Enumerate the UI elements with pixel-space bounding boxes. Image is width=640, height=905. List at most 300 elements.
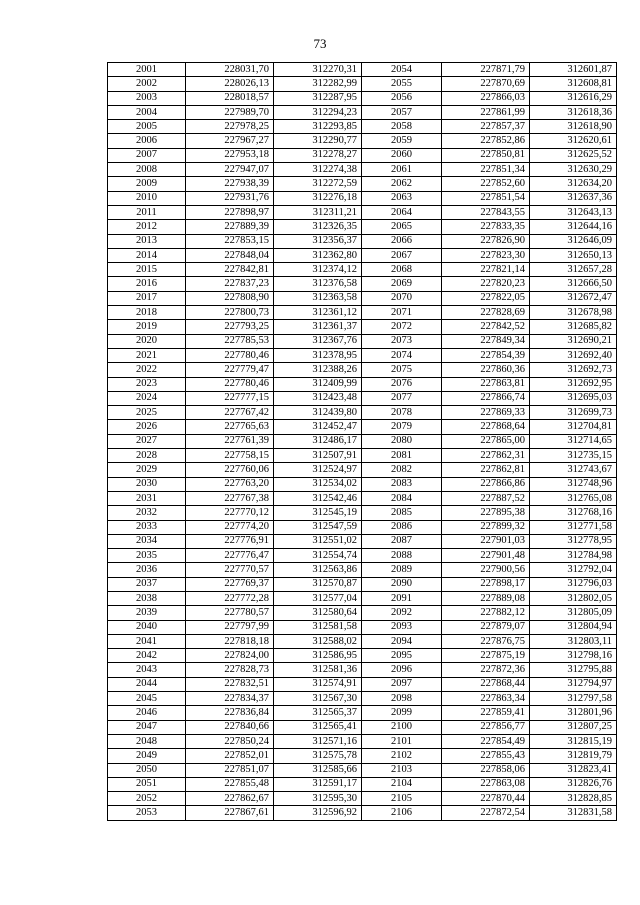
x-coordinate-left: 228031,70 <box>186 63 274 77</box>
y-coordinate-left: 312567,30 <box>274 692 362 706</box>
x-coordinate-right: 227851,54 <box>442 191 530 205</box>
table-row <box>108 363 617 377</box>
point-number-right: 2093 <box>362 620 442 634</box>
x-coordinate-right: 227898,17 <box>442 577 530 591</box>
y-coordinate-right: 312704,81 <box>530 420 617 434</box>
table-row <box>108 306 617 320</box>
y-coordinate-right: 312771,58 <box>530 520 617 534</box>
table-row <box>108 477 617 491</box>
point-number-left: 2044 <box>108 677 186 691</box>
y-coordinate-right: 312672,47 <box>530 291 617 305</box>
point-number-right: 2079 <box>362 420 442 434</box>
y-coordinate-left: 312311,21 <box>274 205 362 219</box>
table-row <box>108 348 617 362</box>
x-coordinate-right: 227870,69 <box>442 77 530 91</box>
table-row <box>108 77 617 91</box>
x-coordinate-left: 227834,37 <box>186 692 274 706</box>
point-number-left: 2040 <box>108 620 186 634</box>
point-number-right: 2067 <box>362 248 442 262</box>
x-coordinate-right: 227879,07 <box>442 620 530 634</box>
y-coordinate-right: 312643,13 <box>530 205 617 219</box>
x-coordinate-left: 227793,25 <box>186 320 274 334</box>
point-number-right: 2094 <box>362 634 442 648</box>
x-coordinate-left: 227867,61 <box>186 806 274 820</box>
y-coordinate-right: 312798,16 <box>530 649 617 663</box>
y-coordinate-left: 312565,41 <box>274 720 362 734</box>
x-coordinate-right: 227899,32 <box>442 520 530 534</box>
table-row <box>108 606 617 620</box>
y-coordinate-right: 312692,95 <box>530 377 617 391</box>
y-coordinate-left: 312524,97 <box>274 463 362 477</box>
y-coordinate-left: 312545,19 <box>274 506 362 520</box>
point-number-right: 2085 <box>362 506 442 520</box>
table-row <box>108 220 617 234</box>
point-number-left: 2009 <box>108 177 186 191</box>
y-coordinate-left: 312270,31 <box>274 63 362 77</box>
y-coordinate-right: 312802,05 <box>530 591 617 605</box>
point-number-right: 2104 <box>362 777 442 791</box>
point-number-right: 2070 <box>362 291 442 305</box>
y-coordinate-left: 312272,59 <box>274 177 362 191</box>
x-coordinate-right: 227858,06 <box>442 763 530 777</box>
y-coordinate-right: 312650,13 <box>530 248 617 262</box>
y-coordinate-left: 312326,35 <box>274 220 362 234</box>
point-number-right: 2063 <box>362 191 442 205</box>
point-number-right: 2077 <box>362 391 442 405</box>
table-row <box>108 134 617 148</box>
y-coordinate-right: 312690,21 <box>530 334 617 348</box>
table-row <box>108 406 617 420</box>
point-number-left: 2008 <box>108 163 186 177</box>
x-coordinate-right: 227833,35 <box>442 220 530 234</box>
y-coordinate-left: 312361,12 <box>274 306 362 320</box>
y-coordinate-left: 312565,37 <box>274 706 362 720</box>
point-number-right: 2084 <box>362 491 442 505</box>
y-coordinate-left: 312591,17 <box>274 777 362 791</box>
x-coordinate-left: 227780,57 <box>186 606 274 620</box>
point-number-left: 2039 <box>108 606 186 620</box>
x-coordinate-left: 227785,53 <box>186 334 274 348</box>
y-coordinate-right: 312823,41 <box>530 763 617 777</box>
table-row <box>108 620 617 634</box>
point-number-right: 2060 <box>362 148 442 162</box>
table-row <box>108 434 617 448</box>
x-coordinate-left: 227989,70 <box>186 105 274 119</box>
y-coordinate-right: 312695,03 <box>530 391 617 405</box>
x-coordinate-left: 227931,76 <box>186 191 274 205</box>
y-coordinate-right: 312815,19 <box>530 734 617 748</box>
point-number-right: 2068 <box>362 263 442 277</box>
y-coordinate-left: 312595,30 <box>274 792 362 806</box>
x-coordinate-left: 227780,46 <box>186 348 274 362</box>
x-coordinate-left: 227967,27 <box>186 134 274 148</box>
x-coordinate-left: 227770,57 <box>186 563 274 577</box>
y-coordinate-left: 312287,95 <box>274 91 362 105</box>
point-number-left: 2001 <box>108 63 186 77</box>
y-coordinate-right: 312634,20 <box>530 177 617 191</box>
point-number-left: 2003 <box>108 91 186 105</box>
point-number-left: 2038 <box>108 591 186 605</box>
table-row <box>108 120 617 134</box>
x-coordinate-right: 227820,23 <box>442 277 530 291</box>
y-coordinate-right: 312637,36 <box>530 191 617 205</box>
table-row <box>108 63 617 77</box>
y-coordinate-left: 312452,47 <box>274 420 362 434</box>
x-coordinate-left: 227818,18 <box>186 634 274 648</box>
point-number-left: 2053 <box>108 806 186 820</box>
y-coordinate-left: 312580,64 <box>274 606 362 620</box>
y-coordinate-left: 312361,37 <box>274 320 362 334</box>
table-row <box>108 491 617 505</box>
x-coordinate-right: 227828,69 <box>442 306 530 320</box>
point-number-right: 2081 <box>362 449 442 463</box>
x-coordinate-right: 227889,08 <box>442 591 530 605</box>
point-number-left: 2032 <box>108 506 186 520</box>
table-row <box>108 563 617 577</box>
y-coordinate-left: 312362,80 <box>274 248 362 262</box>
point-number-left: 2042 <box>108 649 186 663</box>
point-number-right: 2075 <box>362 363 442 377</box>
point-number-left: 2025 <box>108 406 186 420</box>
table-row <box>108 163 617 177</box>
x-coordinate-right: 227869,33 <box>442 406 530 420</box>
x-coordinate-right: 227895,38 <box>442 506 530 520</box>
point-number-right: 2096 <box>362 663 442 677</box>
point-number-right: 2061 <box>362 163 442 177</box>
point-number-right: 2092 <box>362 606 442 620</box>
x-coordinate-left: 227836,84 <box>186 706 274 720</box>
table-row <box>108 549 617 563</box>
y-coordinate-right: 312630,29 <box>530 163 617 177</box>
point-number-left: 2015 <box>108 263 186 277</box>
table-row <box>108 91 617 105</box>
x-coordinate-right: 227852,86 <box>442 134 530 148</box>
x-coordinate-left: 227767,42 <box>186 406 274 420</box>
table-row <box>108 234 617 248</box>
x-coordinate-right: 227852,60 <box>442 177 530 191</box>
table-row <box>108 377 617 391</box>
y-coordinate-left: 312293,85 <box>274 120 362 134</box>
y-coordinate-right: 312794,97 <box>530 677 617 691</box>
point-number-right: 2102 <box>362 749 442 763</box>
x-coordinate-left: 227758,15 <box>186 449 274 463</box>
table-row <box>108 734 617 748</box>
y-coordinate-left: 312290,77 <box>274 134 362 148</box>
y-coordinate-right: 312784,98 <box>530 549 617 563</box>
y-coordinate-left: 312542,46 <box>274 491 362 505</box>
x-coordinate-right: 227857,37 <box>442 120 530 134</box>
x-coordinate-left: 227808,90 <box>186 291 274 305</box>
y-coordinate-right: 312699,73 <box>530 406 617 420</box>
y-coordinate-right: 312666,50 <box>530 277 617 291</box>
point-number-right: 2071 <box>362 306 442 320</box>
x-coordinate-left: 227760,06 <box>186 463 274 477</box>
point-number-right: 2064 <box>362 205 442 219</box>
point-number-right: 2058 <box>362 120 442 134</box>
point-number-left: 2031 <box>108 491 186 505</box>
y-coordinate-left: 312486,17 <box>274 434 362 448</box>
point-number-right: 2095 <box>362 649 442 663</box>
x-coordinate-right: 227876,75 <box>442 634 530 648</box>
table-row <box>108 205 617 219</box>
point-number-left: 2022 <box>108 363 186 377</box>
point-number-left: 2023 <box>108 377 186 391</box>
point-number-left: 2007 <box>108 148 186 162</box>
y-coordinate-right: 312678,98 <box>530 306 617 320</box>
point-number-left: 2052 <box>108 792 186 806</box>
y-coordinate-right: 312768,16 <box>530 506 617 520</box>
point-number-left: 2034 <box>108 534 186 548</box>
table-row <box>108 706 617 720</box>
x-coordinate-left: 227774,20 <box>186 520 274 534</box>
y-coordinate-right: 312657,28 <box>530 263 617 277</box>
table-row <box>108 663 617 677</box>
table-row <box>108 420 617 434</box>
y-coordinate-right: 312646,09 <box>530 234 617 248</box>
point-number-left: 2045 <box>108 692 186 706</box>
x-coordinate-left: 227776,91 <box>186 534 274 548</box>
x-coordinate-left: 227777,15 <box>186 391 274 405</box>
y-coordinate-right: 312831,58 <box>530 806 617 820</box>
point-number-right: 2089 <box>362 563 442 577</box>
point-number-right: 2103 <box>362 763 442 777</box>
y-coordinate-right: 312618,90 <box>530 120 617 134</box>
point-number-left: 2041 <box>108 634 186 648</box>
y-coordinate-left: 312586,95 <box>274 649 362 663</box>
point-number-left: 2046 <box>108 706 186 720</box>
y-coordinate-left: 312294,23 <box>274 105 362 119</box>
y-coordinate-left: 312554,74 <box>274 549 362 563</box>
point-number-right: 2106 <box>362 806 442 820</box>
point-number-right: 2083 <box>362 477 442 491</box>
x-coordinate-right: 227863,81 <box>442 377 530 391</box>
point-number-right: 2062 <box>362 177 442 191</box>
table-row <box>108 263 617 277</box>
y-coordinate-right: 312608,81 <box>530 77 617 91</box>
x-coordinate-right: 227842,52 <box>442 320 530 334</box>
y-coordinate-left: 312278,27 <box>274 148 362 162</box>
y-coordinate-left: 312534,02 <box>274 477 362 491</box>
point-number-right: 2055 <box>362 77 442 91</box>
x-coordinate-right: 227901,03 <box>442 534 530 548</box>
x-coordinate-right: 227850,81 <box>442 148 530 162</box>
x-coordinate-right: 227821,14 <box>442 263 530 277</box>
x-coordinate-right: 227822,05 <box>442 291 530 305</box>
y-coordinate-left: 312596,92 <box>274 806 362 820</box>
point-number-left: 2037 <box>108 577 186 591</box>
x-coordinate-right: 227872,54 <box>442 806 530 820</box>
y-coordinate-left: 312363,58 <box>274 291 362 305</box>
point-number-left: 2030 <box>108 477 186 491</box>
table-row <box>108 520 617 534</box>
x-coordinate-left: 227780,46 <box>186 377 274 391</box>
y-coordinate-right: 312803,11 <box>530 634 617 648</box>
x-coordinate-right: 227856,77 <box>442 720 530 734</box>
table-row <box>108 792 617 806</box>
x-coordinate-left: 227898,97 <box>186 205 274 219</box>
x-coordinate-right: 227855,43 <box>442 749 530 763</box>
point-number-right: 2090 <box>362 577 442 591</box>
x-coordinate-left: 227797,99 <box>186 620 274 634</box>
x-coordinate-left: 227772,28 <box>186 591 274 605</box>
x-coordinate-right: 227849,34 <box>442 334 530 348</box>
y-coordinate-left: 312376,58 <box>274 277 362 291</box>
y-coordinate-right: 312625,52 <box>530 148 617 162</box>
table-row <box>108 692 617 706</box>
y-coordinate-left: 312571,16 <box>274 734 362 748</box>
point-number-left: 2049 <box>108 749 186 763</box>
point-number-left: 2035 <box>108 549 186 563</box>
y-coordinate-right: 312807,25 <box>530 720 617 734</box>
point-number-left: 2002 <box>108 77 186 91</box>
point-number-right: 2069 <box>362 277 442 291</box>
x-coordinate-right: 227900,56 <box>442 563 530 577</box>
point-number-right: 2088 <box>362 549 442 563</box>
y-coordinate-right: 312616,29 <box>530 91 617 105</box>
x-coordinate-right: 227843,55 <box>442 205 530 219</box>
x-coordinate-left: 227824,00 <box>186 649 274 663</box>
point-number-left: 2021 <box>108 348 186 362</box>
point-number-left: 2018 <box>108 306 186 320</box>
x-coordinate-right: 227882,12 <box>442 606 530 620</box>
point-number-right: 2057 <box>362 105 442 119</box>
point-number-left: 2050 <box>108 763 186 777</box>
x-coordinate-left: 227767,38 <box>186 491 274 505</box>
y-coordinate-left: 312577,04 <box>274 591 362 605</box>
x-coordinate-left: 227769,37 <box>186 577 274 591</box>
x-coordinate-right: 227860,36 <box>442 363 530 377</box>
x-coordinate-left: 227889,39 <box>186 220 274 234</box>
x-coordinate-right: 227854,39 <box>442 348 530 362</box>
x-coordinate-left: 227770,12 <box>186 506 274 520</box>
x-coordinate-right: 227871,79 <box>442 63 530 77</box>
x-coordinate-left: 227779,47 <box>186 363 274 377</box>
x-coordinate-right: 227872,36 <box>442 663 530 677</box>
x-coordinate-right: 227866,74 <box>442 391 530 405</box>
y-coordinate-left: 312585,66 <box>274 763 362 777</box>
point-number-left: 2005 <box>108 120 186 134</box>
point-number-left: 2043 <box>108 663 186 677</box>
y-coordinate-right: 312804,94 <box>530 620 617 634</box>
x-coordinate-right: 227862,31 <box>442 449 530 463</box>
y-coordinate-left: 312551,02 <box>274 534 362 548</box>
point-number-right: 2056 <box>362 91 442 105</box>
x-coordinate-left: 227848,04 <box>186 248 274 262</box>
y-coordinate-left: 312378,95 <box>274 348 362 362</box>
y-coordinate-left: 312356,37 <box>274 234 362 248</box>
x-coordinate-right: 227870,44 <box>442 792 530 806</box>
y-coordinate-left: 312282,99 <box>274 77 362 91</box>
y-coordinate-right: 312735,15 <box>530 449 617 463</box>
point-number-right: 2105 <box>362 792 442 806</box>
y-coordinate-right: 312805,09 <box>530 606 617 620</box>
x-coordinate-left: 227953,18 <box>186 148 274 162</box>
point-number-right: 2080 <box>362 434 442 448</box>
point-number-right: 2072 <box>362 320 442 334</box>
point-number-left: 2014 <box>108 248 186 262</box>
table-row <box>108 291 617 305</box>
x-coordinate-right: 227868,64 <box>442 420 530 434</box>
point-number-right: 2086 <box>362 520 442 534</box>
table-row <box>108 577 617 591</box>
y-coordinate-right: 312801,96 <box>530 706 617 720</box>
x-coordinate-right: 227859,41 <box>442 706 530 720</box>
y-coordinate-left: 312374,12 <box>274 263 362 277</box>
point-number-left: 2012 <box>108 220 186 234</box>
y-coordinate-right: 312601,87 <box>530 63 617 77</box>
y-coordinate-right: 312796,03 <box>530 577 617 591</box>
table-row <box>108 591 617 605</box>
x-coordinate-left: 228026,13 <box>186 77 274 91</box>
point-number-right: 2087 <box>362 534 442 548</box>
y-coordinate-right: 312828,85 <box>530 792 617 806</box>
y-coordinate-right: 312743,67 <box>530 463 617 477</box>
table-row <box>108 806 617 820</box>
table-row <box>108 105 617 119</box>
point-number-left: 2024 <box>108 391 186 405</box>
table-row <box>108 506 617 520</box>
x-coordinate-left: 228018,57 <box>186 91 274 105</box>
x-coordinate-right: 227901,48 <box>442 549 530 563</box>
point-number-right: 2078 <box>362 406 442 420</box>
y-coordinate-right: 312748,96 <box>530 477 617 491</box>
table-row <box>108 277 617 291</box>
point-number-left: 2006 <box>108 134 186 148</box>
x-coordinate-left: 227978,25 <box>186 120 274 134</box>
y-coordinate-right: 312685,82 <box>530 320 617 334</box>
x-coordinate-right: 227866,03 <box>442 91 530 105</box>
x-coordinate-left: 227842,81 <box>186 263 274 277</box>
y-coordinate-right: 312819,79 <box>530 749 617 763</box>
x-coordinate-left: 227862,67 <box>186 792 274 806</box>
y-coordinate-left: 312423,48 <box>274 391 362 405</box>
point-number-left: 2029 <box>108 463 186 477</box>
x-coordinate-left: 227776,47 <box>186 549 274 563</box>
point-number-left: 2028 <box>108 449 186 463</box>
x-coordinate-right: 227851,34 <box>442 163 530 177</box>
point-number-right: 2054 <box>362 63 442 77</box>
point-number-right: 2074 <box>362 348 442 362</box>
x-coordinate-left: 227853,15 <box>186 234 274 248</box>
x-coordinate-left: 227840,66 <box>186 720 274 734</box>
y-coordinate-right: 312797,58 <box>530 692 617 706</box>
coordinates-table-body <box>108 63 617 821</box>
x-coordinate-right: 227854,49 <box>442 734 530 748</box>
table-row <box>108 534 617 548</box>
y-coordinate-right: 312644,16 <box>530 220 617 234</box>
table-row <box>108 720 617 734</box>
point-number-left: 2017 <box>108 291 186 305</box>
y-coordinate-left: 312588,02 <box>274 634 362 648</box>
y-coordinate-left: 312409,99 <box>274 377 362 391</box>
table-row <box>108 649 617 663</box>
point-number-left: 2033 <box>108 520 186 534</box>
x-coordinate-left: 227855,48 <box>186 777 274 791</box>
x-coordinate-left: 227763,20 <box>186 477 274 491</box>
table-row <box>108 777 617 791</box>
x-coordinate-left: 227850,24 <box>186 734 274 748</box>
y-coordinate-left: 312547,59 <box>274 520 362 534</box>
table-row <box>108 749 617 763</box>
point-number-right: 2099 <box>362 706 442 720</box>
point-number-left: 2051 <box>108 777 186 791</box>
x-coordinate-right: 227887,52 <box>442 491 530 505</box>
y-coordinate-right: 312826,76 <box>530 777 617 791</box>
y-coordinate-left: 312581,36 <box>274 663 362 677</box>
y-coordinate-right: 312714,65 <box>530 434 617 448</box>
x-coordinate-right: 227861,99 <box>442 105 530 119</box>
table-row <box>108 634 617 648</box>
